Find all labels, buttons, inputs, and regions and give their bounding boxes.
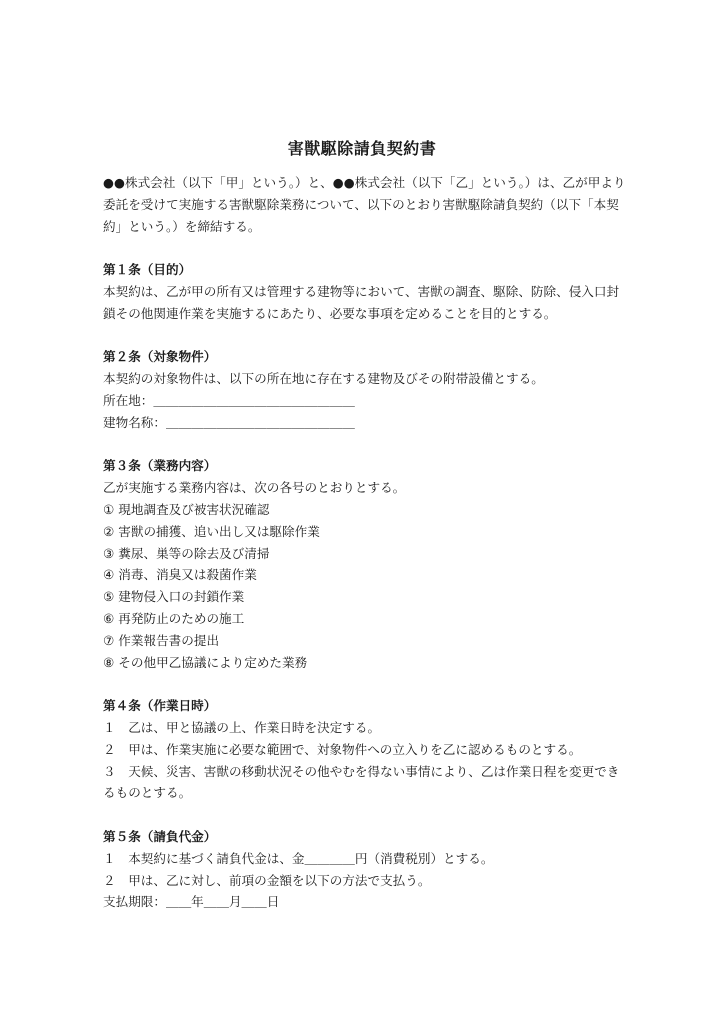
document-body	[103, 172, 631, 913]
article-4-line: ２ 甲は、作業実施に必要な範囲で、対象物件への立入りを乙に認めるものとする。	[103, 741, 582, 757]
list-item: ⑥ 再発防止のための施工	[103, 610, 245, 626]
article-2-heading: 第２条（対象物件）	[103, 349, 217, 365]
list-item: ② 害獣の捕獲、追い出し又は駆除作業	[103, 523, 320, 539]
article-2-line: 本契約の対象物件は、以下の所在地に存在する建物及びその附帯設備とする。	[103, 371, 544, 387]
payment-deadline-line: 支払期限：＿＿年＿＿月＿＿日	[103, 894, 280, 910]
article-4	[103, 695, 631, 804]
article-4-line: ３ 天候、災害、害獣の移動状況その他やむを得ない事情により、乙は作業日程を変更できるものとする。	[103, 763, 620, 801]
list-item: ⑦ 作業報告書の提出	[103, 632, 220, 648]
article-2	[103, 346, 631, 433]
list-item: ⑧ その他甲乙協議により定めた業務	[103, 654, 308, 670]
article-5-line: ２ 甲は、乙に対し、前項の金額を以下の方法で支払う。	[103, 872, 431, 888]
article-5-heading: 第５条（請負代金）	[103, 828, 217, 844]
article-5	[103, 826, 631, 913]
article-4-heading: 第４条（作業日時）	[103, 698, 217, 714]
document-title: 害獣駆除請負契約書	[287, 139, 437, 158]
address-field-line: 所在地：＿＿＿＿＿＿＿＿＿＿＿＿＿＿＿＿	[103, 392, 355, 408]
article-3-line: 乙が実施する業務内容は、次の各号のとおりとする。	[103, 480, 406, 496]
list-item: ① 現地調査及び被害状況確認	[103, 501, 270, 517]
article-3-heading: 第３条（業務内容）	[103, 458, 217, 474]
building-name-field-line: 建物名称：＿＿＿＿＿＿＿＿＿＿＿＿＿＿＿	[103, 414, 355, 430]
article-3	[103, 455, 631, 673]
list-item: ③ 糞尿、巣等の除去及び清掃	[103, 545, 270, 561]
list-item: ⑤ 建物侵入口の封鎖作業	[103, 589, 245, 605]
article-1-body: 本契約は、乙が甲の所有又は管理する建物等において、害獣の調査、駆除、防除、侵入口封鎖その他関連作業を実施するにあたり、必要な事項を定めることを目的とする。	[103, 283, 620, 321]
list-item: ④ 消毒、消臭又は殺菌作業	[103, 567, 257, 583]
article-5-line: １ 本契約に基づく請負代金は、金＿＿＿＿円（消費税別）とする。	[103, 850, 494, 866]
article-4-line: １ 乙は、甲と協議の上、作業日時を決定する。	[103, 719, 381, 735]
article-1	[103, 259, 631, 324]
article-1-heading: 第１条（目的）	[103, 262, 192, 278]
intro-paragraph: ●●株式会社（以下「甲」という。）と、●●株式会社（以下「乙」という。）は、乙が甲より委託を受けて実施する害獣駆除業務について、以下のとおり害獣駆除請負契約（以下「本契約」という。）を締結する。	[103, 175, 626, 234]
